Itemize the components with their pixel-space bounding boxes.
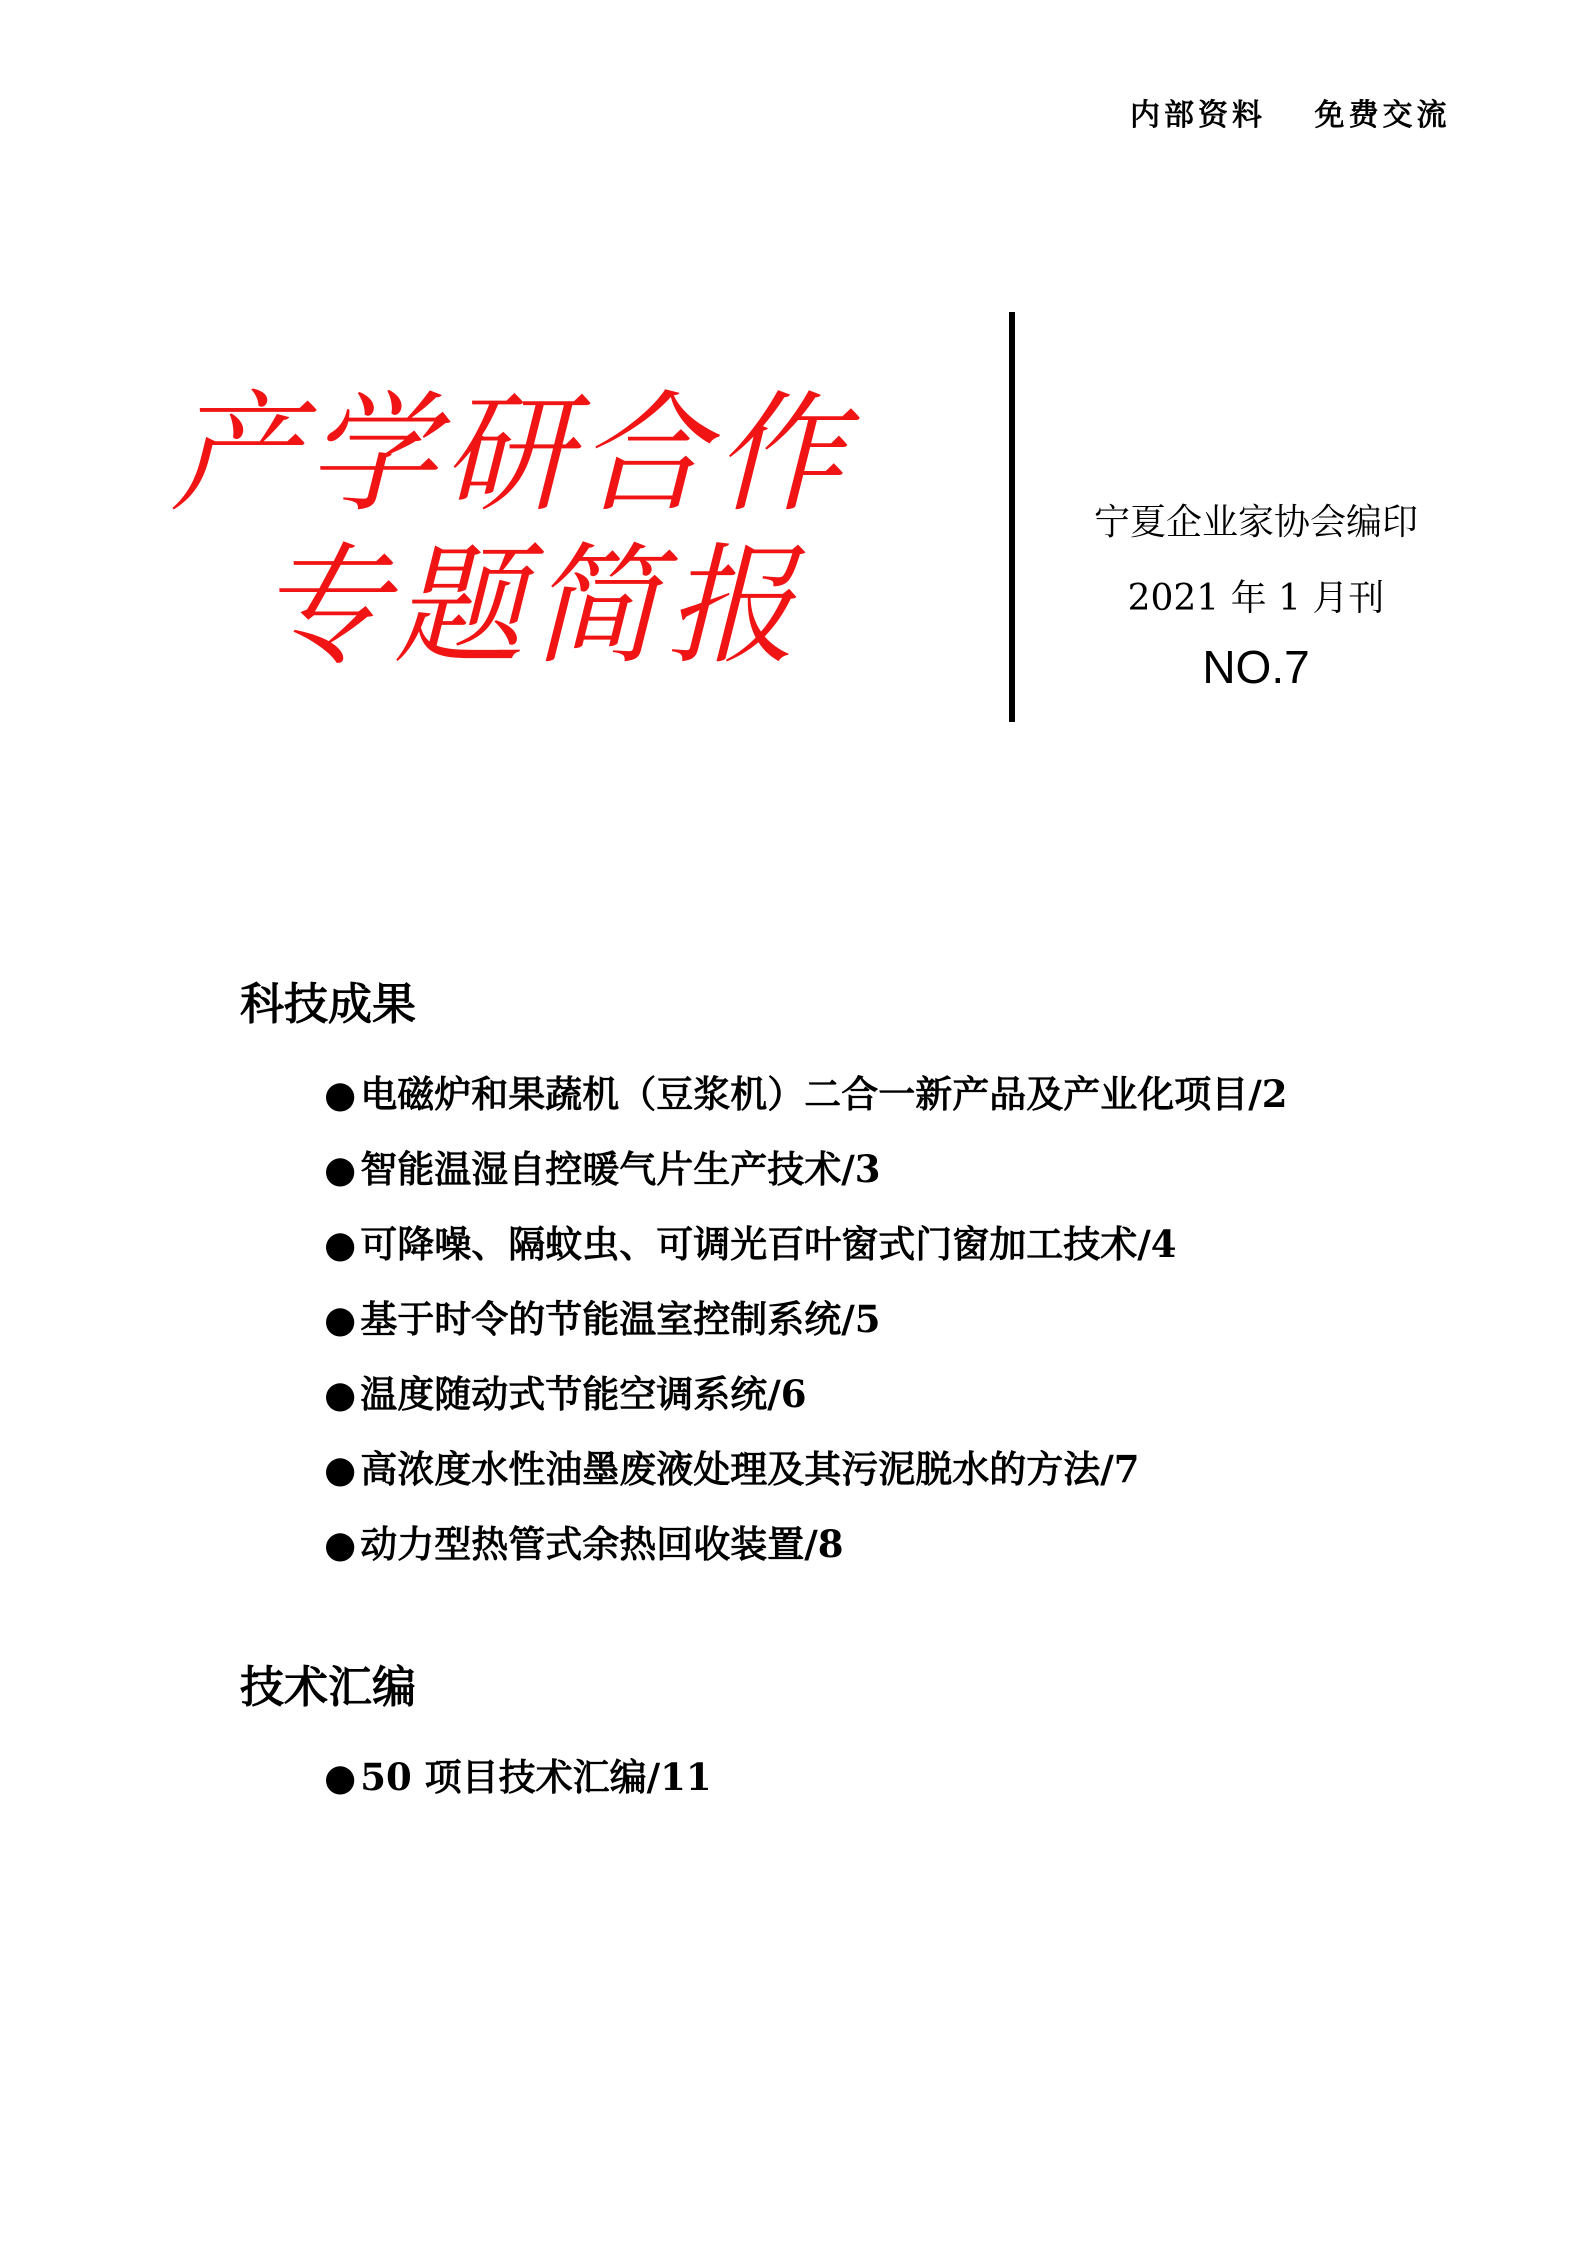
bullet-icon: ● xyxy=(324,1072,357,1116)
table-of-contents xyxy=(240,975,1440,1815)
toc-item-title: 智能温湿自控暖气片生产技术/3 xyxy=(360,1147,881,1191)
bullet-icon: ● xyxy=(324,1755,357,1799)
bullet-icon: ● xyxy=(324,1372,357,1416)
section-heading: 技术汇编 xyxy=(240,1663,416,1712)
toc-item-title: 可降噪、隔蚊虫、可调光百叶窗式门窗加工技术/4 xyxy=(360,1222,1177,1266)
internal-material-label: 内部资料 xyxy=(1130,98,1266,133)
bullet-icon: ● xyxy=(324,1522,357,1566)
toc-item[interactable] xyxy=(324,1057,1440,1132)
toc-item-title: 基于时令的节能温室控制系统/5 xyxy=(360,1297,881,1341)
toc-item[interactable] xyxy=(324,1132,1440,1207)
bullet-icon: ● xyxy=(324,1222,357,1266)
section-list xyxy=(324,1057,1440,1582)
toc-item[interactable] xyxy=(324,1507,1440,1582)
toc-item-title: 动力型热管式余热回收装置/8 xyxy=(360,1522,844,1566)
toc-item-title: 50 项目技术汇编/11 xyxy=(360,1755,712,1799)
toc-item[interactable] xyxy=(324,1357,1440,1432)
bullet-icon: ● xyxy=(324,1447,357,1491)
section-list xyxy=(324,1740,1440,1815)
toc-item-title: 高浓度水性油墨废液处理及其污泥脱水的方法/7 xyxy=(360,1447,1140,1491)
bullet-icon: ● xyxy=(324,1147,357,1191)
issue-number: NO.7 xyxy=(1202,641,1310,693)
title-line-2: 专题简报 xyxy=(258,530,803,682)
publisher: 宁夏企业家协会编印 xyxy=(1093,502,1418,543)
section-spacer xyxy=(240,1582,1440,1658)
bullet-icon: ● xyxy=(324,1297,357,1341)
toc-item[interactable] xyxy=(324,1432,1440,1507)
section-heading: 科技成果 xyxy=(240,980,416,1029)
distribution-note xyxy=(1130,90,1470,134)
masthead-divider xyxy=(1009,312,1015,722)
toc-item-title: 电磁炉和果蔬机（豆浆机）二合一新产品及产业化项目/2 xyxy=(360,1072,1288,1116)
toc-item-title: 温度随动式节能空调系统/6 xyxy=(360,1372,807,1416)
issue-date: 2021 年 1 月刊 xyxy=(1127,578,1385,619)
title-line-1: 产学研合作 xyxy=(170,378,851,530)
toc-item[interactable] xyxy=(324,1740,1440,1815)
free-exchange-label: 免费交流 xyxy=(1314,98,1451,133)
toc-item[interactable] xyxy=(324,1207,1440,1282)
toc-item[interactable] xyxy=(324,1282,1440,1357)
masthead-title xyxy=(170,378,850,682)
